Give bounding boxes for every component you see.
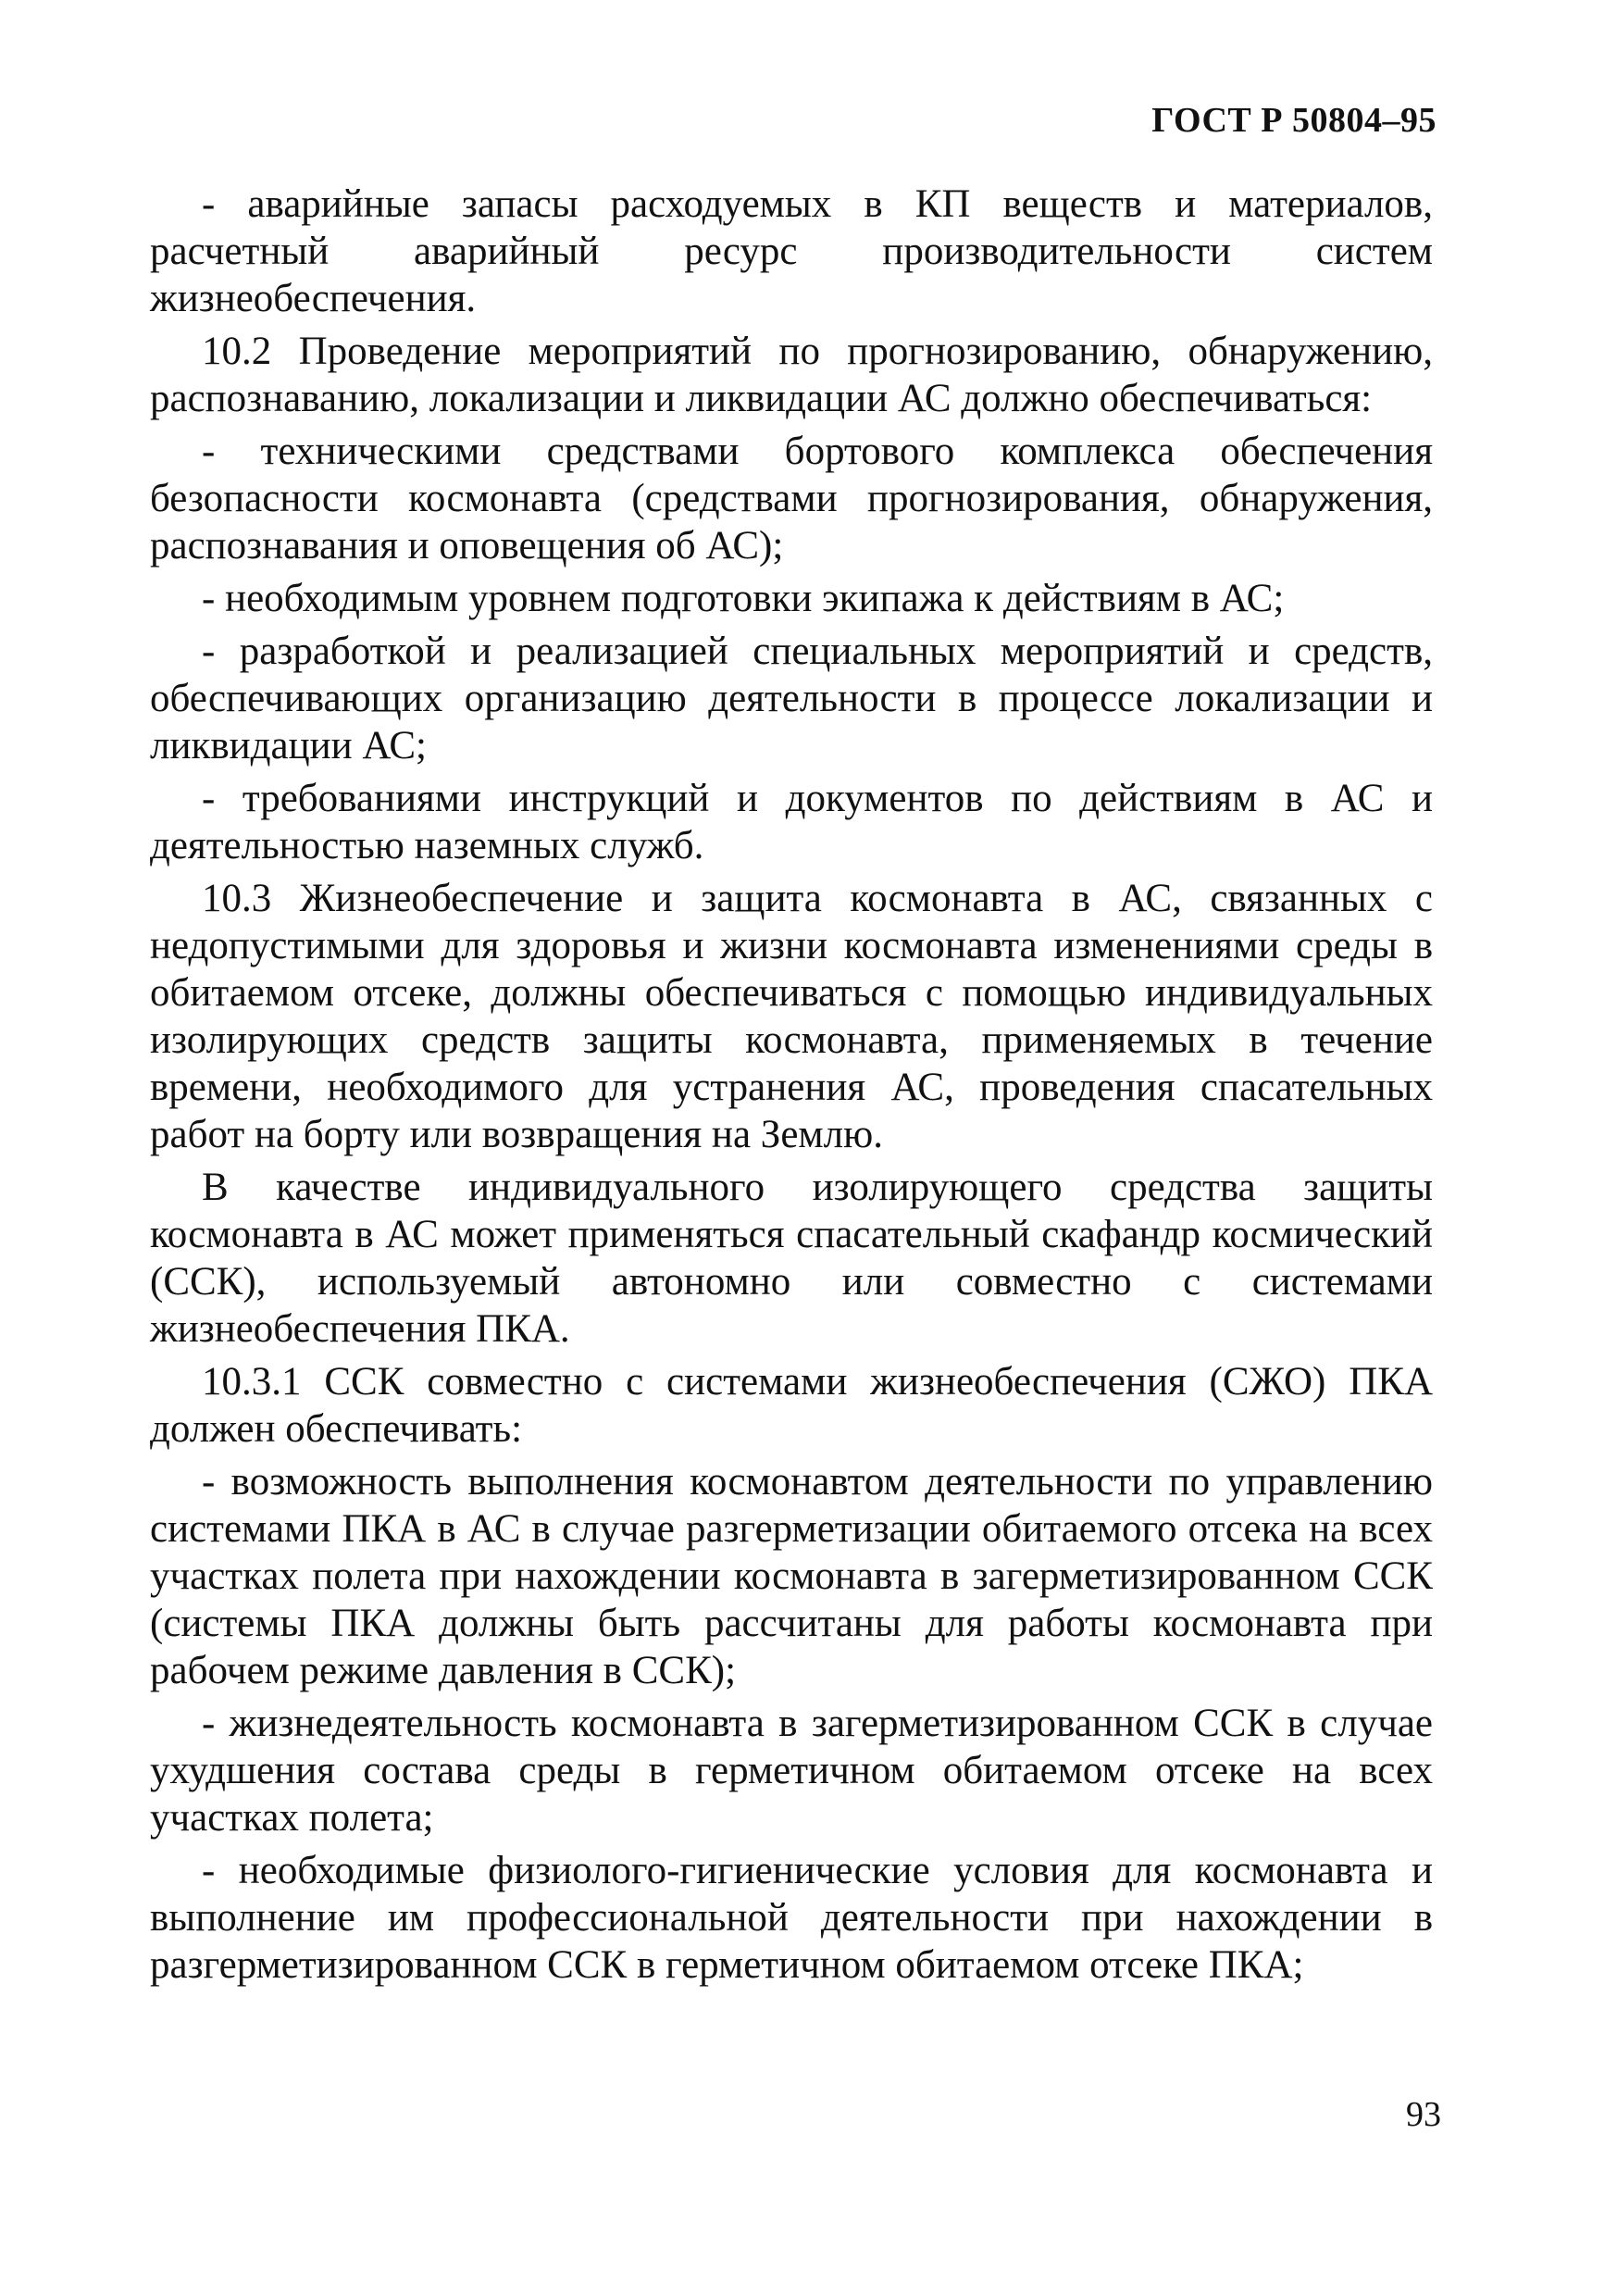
paragraph: 10.3.1 ССК совместно с системами жизнеобеспечения (СЖО) ПКА должен обеспечивать: bbox=[150, 1360, 1433, 1451]
paragraph: - техническими средствами бортового комплекса обеспечения безопасности космонавта (средствами прогнозирования, обнаружения, распознавания и оповещения об АС); bbox=[150, 430, 1433, 568]
document-body bbox=[150, 181, 1433, 1994]
paragraph: - аварийные запасы расходуемых в КП веществ и материалов, расчетный аварийный ресурс производительности систем жизнеобеспечения. bbox=[150, 182, 1433, 320]
paragraph: В качестве индивидуального изолирующего средства защиты космонавта в АС может применяться спасательный скафандр космический (ССК), используемый автономно или совместно с системами жизнеобеспечения ПКА. bbox=[150, 1166, 1433, 1351]
paragraph: 10.3 Жизнеобеспечение и защита космонавта в АС, связанных с недопустимыми для здоровья и жизни космонавта изменениями среды в обитаемом отсеке, должны обеспечиваться с помощью индивидуальных изолирующих средств защиты космонавта, применяемых в течение времени, необходимого для устранения АС, проведения спасательных работ на борту или возвращения на Землю. bbox=[150, 877, 1433, 1156]
page-number: 93 bbox=[1406, 2095, 1441, 2134]
paragraph: 10.2 Проведение мероприятий по прогнозированию, обнаружению, распознаванию, локализации и ликвидации АС должно обеспечиваться: bbox=[150, 330, 1433, 420]
paragraph: - необходимые физиолого-гигиенические условия для космонавта и выполнение им профессиональной деятельности при нахождении в разгерметизированном ССК в герметичном обитаемом отсеке ПКА; bbox=[150, 1849, 1433, 1987]
document-header: ГОСТ Р 50804–95 bbox=[1151, 101, 1437, 140]
paragraph: - возможность выполнения космонавтом деятельности по управлению системами ПКА в АС в случае разгерметизации обитаемого отсека на всех участках полета при нахождении космонавта в загерметизированном ССК (системы ПКА должны быть рассчитаны для работы космонавта при рабочем режиме давления в ССК); bbox=[150, 1460, 1433, 1692]
paragraph: - требованиями инструкций и документов по действиям в АС и деятельностью наземных служб. bbox=[150, 777, 1433, 867]
paragraph: - разработкой и реализацией специальных мероприятий и средств, обеспечивающих организацию деятельности в процессе локализации и ликвидации АС; bbox=[150, 630, 1433, 767]
paragraph: - жизнедеятельность космонавта в загерметизированном ССК в случае ухудшения состава среды в герметичном обитаемом отсеке на всех участках полета; bbox=[150, 1702, 1433, 1840]
paragraph: - необходимым уровнем подготовки экипажа к действиям в АС; bbox=[202, 577, 1285, 620]
